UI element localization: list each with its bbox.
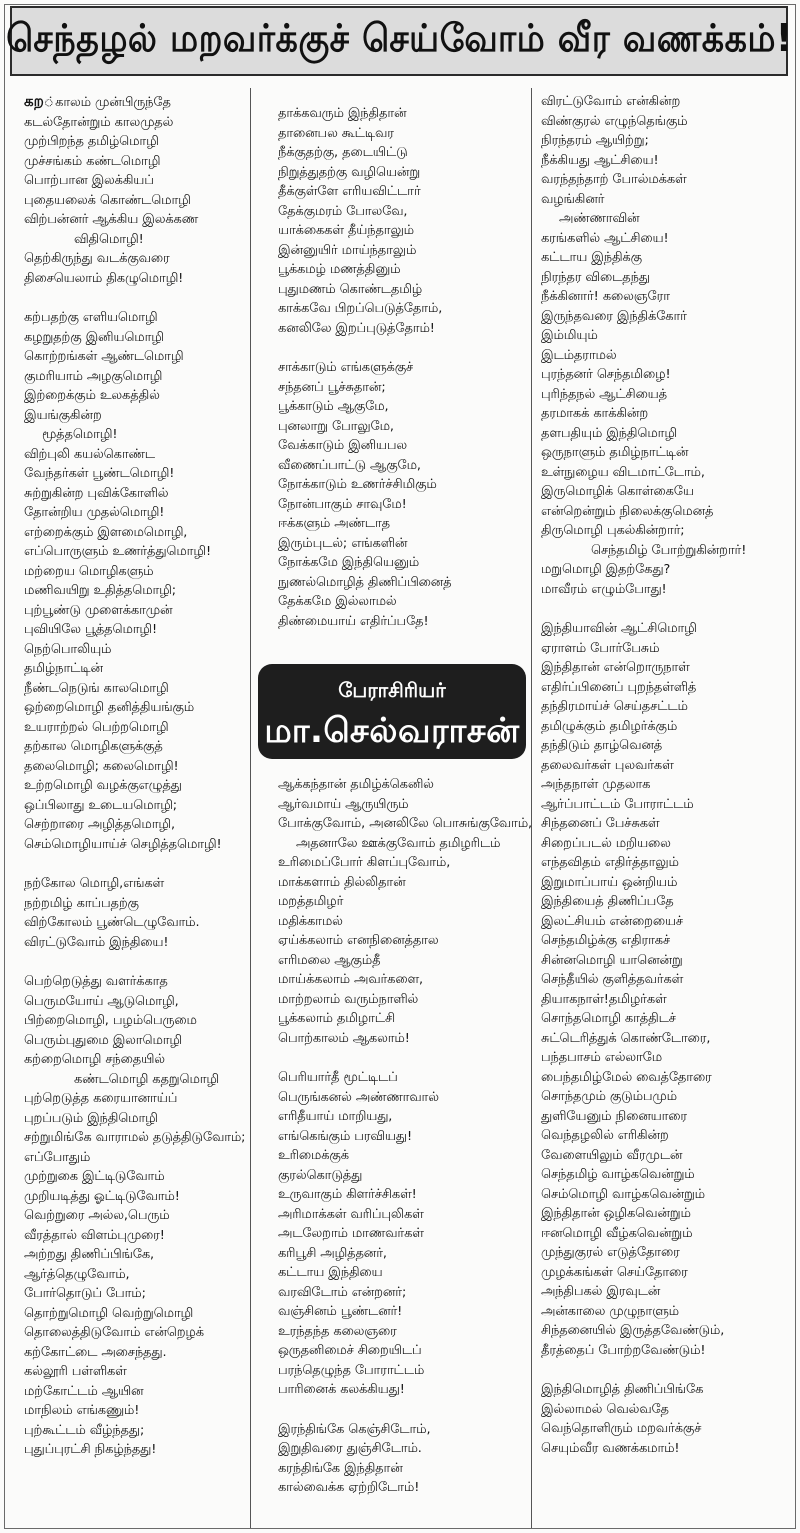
poem-line: செம்மொழியாய்ச் செழித்தமொழி!	[24, 836, 222, 852]
poem-line: வழங்கினர்	[541, 191, 605, 207]
poem-line: வேளையிலும் வீரமுடன்	[541, 1147, 683, 1163]
poem-line: பந்தபாசம் எல்லாமே	[541, 1050, 663, 1065]
poem-line: எதிர்ப்பினைப் புறந்தள்ளித்	[541, 679, 697, 695]
poem-line: மாவீரம் எழும்போது!	[541, 581, 667, 597]
poem-line: மதிக்காமல்	[278, 913, 343, 929]
poem-line: தந்திடும் தாழ்வெனத்	[541, 738, 663, 753]
poem-line: பெரியார்தீ மூட்டிடப்	[278, 1070, 398, 1085]
poem-line: ஈக்களும் அண்டாத	[278, 516, 390, 531]
poem-line: நீக்கினார்! கலைஞரோ	[541, 289, 670, 304]
drop-cap: கற	[24, 92, 44, 110]
poem-line: இறுதிவரை துஞ்சிடோம்.	[278, 1441, 422, 1456]
poem-line: தேக்கமே இல்லாமல்	[278, 594, 397, 609]
poem-line: கரந்திங்கே இந்திதான்	[278, 1460, 403, 1476]
poem-line: செந்தமிழ் போற்றுகின்றார்!	[591, 542, 747, 558]
poem-line: திண்மையாய் எதிர்ப்பதே!	[278, 613, 429, 629]
poem-line: மூத்தமொழி!	[42, 427, 118, 442]
poem-line: உயராற்றல் பெற்றமொழி	[24, 719, 169, 735]
poem-line: ஒருதனிமைச் சிறையிடப்	[278, 1343, 422, 1358]
poem-line: பைந்தமிழ்மேல் வைத்தோரை	[541, 1069, 712, 1085]
poem-line: தமிழுக்கும் தமிழர்க்கும்	[541, 718, 678, 734]
poem-line: விரட்டுவோம் என்கின்ற	[541, 94, 681, 109]
poem-line: அந்திபகல் இரவுடன்	[541, 1284, 661, 1299]
poem-line: புரந்தனர் செந்தமிழை!	[541, 367, 671, 382]
poem-line: எற்றைக்கும் இளமைமொழி,	[24, 524, 188, 540]
poem-line: பாரினைக் கலக்கியது!	[278, 1382, 405, 1397]
poem-line: இந்திதான் என்றொருநாள்	[541, 660, 690, 675]
poem-line: பூக்கலாம் தமிழாட்சி	[278, 1011, 395, 1026]
poem-line: கழறுதற்கு இனியமொழி	[24, 329, 164, 345]
poem-line: முழக்கங்கள் செய்தோரை	[541, 1264, 688, 1280]
poem-line: திசையெலாம் திகழுமொழி!	[24, 270, 184, 286]
poem-line: கால்வைக்க ஏற்றிடோம்!	[278, 1480, 420, 1495]
poem-line: மாற்றலாம் வரும்நாளில்	[278, 991, 419, 1007]
poem-line: திருமொழி புகல்கின்றார்;	[541, 523, 685, 538]
poem-line: இந்திமொழித் திணிப்பிங்கே	[541, 1382, 704, 1397]
poem-line: இம்மியும்	[541, 328, 598, 343]
poem-line: கற்பதற்கு எளியமொழி	[24, 310, 158, 325]
poem-line: இலட்சியம் என்றையைச்	[541, 913, 683, 929]
stanza	[24, 874, 242, 952]
poem-line: இரும்புடல்; எங்களின்	[278, 535, 408, 551]
poem-line: புவியிலே பூத்தமொழி!	[24, 622, 158, 637]
poem-line: என்றென்றும் நிலைக்குமெனத்	[541, 503, 714, 519]
poem-line: தற்கால மொழிகளுக்குத்	[24, 739, 163, 754]
poem-line: ஒருநாளும் தமிழ்நாட்டின்	[541, 445, 689, 460]
poem-line: நிரந்தர விடைதந்து	[541, 269, 650, 285]
stanza	[24, 308, 242, 854]
poem-line: முறியடித்து ஓட்டிடுவோம்!	[24, 1188, 180, 1204]
poem-line: கட்டாய இந்திக்கு	[541, 250, 642, 265]
poem-line: வெந்தழலில் எரிகின்ற	[541, 1128, 669, 1143]
poem-line: கனலிலே இறப்புடுத்தோம்!	[278, 320, 435, 336]
poem-line: கற்கோட்டை அசைந்தது.	[24, 1344, 167, 1360]
poem-line: தந்திரமாய்ச் செய்தசட்டம்	[541, 699, 688, 714]
stanza	[24, 92, 242, 288]
poem-line: நிறுத்துதற்கு வழியென்று	[278, 164, 421, 180]
poem-line: தொற்றுமொழி வெற்றுமொழி	[24, 1305, 194, 1321]
poem-line: புறப்படும் இந்திமொழி	[24, 1110, 158, 1126]
poem-line: மாநிலம் எங்கணும்!	[24, 1403, 140, 1418]
poem-line: செந்தீயில் குளித்தவர்கள்	[541, 972, 684, 987]
poem-line: நோன்பாகும் சாவுமே!	[278, 496, 407, 512]
poem-line: வெற்றுரை அல்ல,பெரும்	[24, 1208, 170, 1223]
poem-line: பொற்பான இலக்கியப்	[24, 173, 154, 188]
poem-line: புனலாறு போலுமே,	[278, 418, 394, 434]
poem-line: இறுமாப்பாய் ஒன்றியம்	[541, 874, 678, 890]
poem-line: பெருமயோய் ஆடுமொழி,	[24, 993, 179, 1009]
poem-line: செயும்வீர வணக்கமாம்!	[541, 1440, 680, 1456]
stanza	[541, 619, 791, 1360]
poem-line: செந்தமிழ் வாழ்கவென்றும்	[541, 1167, 695, 1182]
poem-line: இயங்குகின்ற	[24, 407, 102, 423]
poem-line: கரங்களில் ஆட்சியை!	[541, 230, 669, 246]
poem-line: தளபதியும் இந்திமொழி	[541, 425, 677, 441]
poem-line: செந்தமிழ்க்கு எதிராகச்	[541, 933, 671, 948]
poem-line: தானைபல கூட்டிவர	[278, 125, 394, 141]
poem-line: விண்குரல் எழுந்தெங்கும்	[541, 113, 688, 129]
poem-line: பெருங்கனல் அண்ணாவால்	[278, 1089, 439, 1105]
poem-line: வேக்காடும் இனியபல	[278, 438, 408, 453]
poem-line: மற்கோட்டம் ஆயின	[24, 1383, 144, 1399]
poem-line: உரிமைப்போர் கிளப்புவோம்,	[278, 855, 451, 870]
poem-line: சுட்டெரித்துக் கொண்டோரை,	[541, 1030, 711, 1046]
poem-line: உரந்தந்த கலைஞரை	[278, 1323, 397, 1339]
poem-line: நீக்கியது ஆட்சியை!	[541, 152, 659, 168]
poem-line: ஆர்வமாய் ஆருயிரும்	[278, 796, 409, 812]
poem-line: சிந்தனைப் பேச்சுகள்	[541, 816, 660, 831]
poem-line: சந்தனப் பூச்சுதான்;	[278, 379, 386, 395]
poem-line: பூக்கமழ் மணத்தினும்	[278, 262, 401, 277]
poem-line: போர்தொடுப் போம்;	[24, 1286, 146, 1301]
poem-line: விரட்டுவோம் இந்தியை!	[24, 934, 169, 950]
poem-line: மாய்க்கலாம் அவர்களை,	[278, 972, 424, 987]
stanza	[278, 1420, 540, 1498]
poem-line: சாக்காடும் எங்களுக்குச்	[278, 360, 414, 375]
poem-line: கல்லூரி பள்ளிகள்	[24, 1364, 127, 1379]
poem-line: அதனாலே ஊக்குவோம் தமிழரிடம்	[296, 835, 501, 851]
poem-line: வஞ்சினம் பூண்டனர்!	[278, 1304, 403, 1319]
poem-line: இல்லாமல் வெல்வதே	[541, 1401, 669, 1417]
poem-line: விற்புலி கயல்கொண்ட	[24, 446, 155, 462]
poem-line: நுணல்மொழித் திணிப்பினைத்	[278, 574, 452, 590]
poem-line: வரந்தந்தாற் போல்மக்கள்	[541, 172, 687, 187]
headline: செந்தழல் மறவர்க்குச் செய்வோம் வீர வணக்கம்!	[5, 16, 793, 60]
poem-line: தலைவர்கள் புலவர்கள்	[541, 757, 674, 773]
stanza	[278, 104, 528, 338]
poem-column-2-top	[278, 104, 528, 651]
poem-line: முற்பிறந்த தமிழ்மொழி	[24, 134, 159, 149]
poem-line: உற்றமொழி வழக்குஎழுத்து	[24, 778, 182, 793]
stanza	[278, 775, 540, 1048]
poem-line: தொலைத்திடுவோம் என்றெழக்	[24, 1325, 204, 1340]
poem-line: முற்றுகை இட்டிடுவோம்	[24, 1169, 165, 1184]
poem-line: கரிபூசி அழித்தனர்,	[278, 1245, 387, 1261]
poem-line: சற்றுமிங்கே வாராமல் தடுத்திடுவோம்;	[24, 1130, 246, 1145]
column-rule-left	[250, 88, 251, 1528]
poem-line: சின்னமொழி யானென்று	[541, 952, 683, 968]
poem-line: தியாகநாள்!தமிழர்கள்	[541, 991, 667, 1007]
poem-line: ஒற்றைமொழி தனித்தியங்கும்	[24, 700, 195, 715]
poem-line: தெற்கிருந்து வடக்குவரை	[24, 251, 170, 266]
poem-column-1	[24, 92, 246, 1480]
poem-line: விற்கோலம் பூண்டெழுவோம்.	[24, 915, 200, 930]
poem-line: நற்கோல மொழி,எங்கள்	[24, 876, 165, 891]
poem-line: ஏராளம் போர்பேசும்	[541, 640, 660, 656]
poem-line: சுற்றுகின்ற புவிக்கோளில்	[24, 485, 169, 501]
poem-line: நோக்காடும் உணர்ச்சிமிகும்	[278, 477, 437, 492]
poem-line: துளியேனும் நினையாரை	[541, 1108, 688, 1124]
stanza	[24, 972, 246, 1460]
poem-line: எப்பொருளும் உணர்த்துமொழி!	[24, 544, 212, 559]
poem-line: விற்பன்னர் ஆக்கிய இலக்கண	[24, 212, 198, 227]
poem-line: மறுமொழி இதற்கேது?	[541, 562, 671, 577]
poem-line: இந்திதான் ஒழிகவென்றும்	[541, 1206, 691, 1221]
poem-line: இரந்திங்கே கெஞ்சிடோம்,	[278, 1421, 431, 1437]
poem-line: எப்போதும்	[24, 1149, 91, 1165]
poem-line: உரிமைக்குக்	[278, 1148, 349, 1163]
author-title: பேராசிரியர்	[338, 678, 446, 702]
poem-line: தீரத்தைப் போற்றவேண்டும்!	[541, 1342, 706, 1358]
poem-line: தேக்குமரம் போலவே,	[278, 203, 408, 219]
poem-line: உருவாகும் கிளர்ச்சிகள்!	[278, 1187, 417, 1202]
poem-line: பிற்றைமொழி, பழம்பெருமை	[24, 1013, 197, 1028]
poem-line: பெரும்புதுமை இலாமொழி	[24, 1032, 183, 1048]
poem-line: வெந்தொளிரும் மறவர்க்குச்	[541, 1421, 702, 1436]
poem-line: தலைமொழி; கலைமொழி!	[24, 758, 179, 774]
poem-line: புதுப்புரட்சி நிகழ்ந்தது!	[24, 1442, 157, 1457]
poem-line: ஈனமொழி வீழ்கவென்றும்	[541, 1225, 693, 1241]
stanza	[278, 358, 528, 631]
poem-line: தோன்றிய முதல்மொழி!	[24, 505, 165, 520]
poem-line: நீக்குதற்கு, தடையிட்டு	[278, 145, 408, 160]
poem-line: இந்தியாவின் ஆட்சிமொழி	[541, 621, 697, 636]
poem-line: நீண்டநெடுங் காலமொழி	[24, 680, 169, 696]
poem-line: நோக்கமே இந்தியெனும்	[278, 555, 420, 570]
stanza	[541, 1380, 791, 1458]
poem-line: மாக்களாம் தில்லிதான்	[278, 874, 406, 890]
poem-line: கட்டாய இந்தியை	[278, 1265, 383, 1280]
poem-line: பரந்தெழுந்த போராட்டம்	[278, 1362, 425, 1378]
poem-line: இந்தியைத் திணிப்பதே	[541, 894, 674, 909]
poem-line: கற்றைமொழி சந்தையில்	[24, 1052, 165, 1067]
poem-line: புற்கூட்டம் வீழ்ந்தது;	[24, 1422, 145, 1438]
poem-line: இருமொழிக் கொள்கையே	[541, 484, 694, 499]
poem-line: எரிதீயாய் மாறியது,	[278, 1109, 393, 1124]
poem-line: புற்பூண்டு முளைக்காமுன்	[24, 602, 173, 618]
poem-line: கற்காலம் முன்பிருந்தே	[24, 92, 171, 110]
author-name: மா.செல்வராசன்	[264, 711, 520, 751]
poem-line: புதையலைக் கொண்டமொழி	[24, 192, 191, 208]
poem-line: இற்றைக்கும் உலகத்தில்	[24, 388, 160, 403]
poem-line: நெற்பொலியும்	[24, 641, 112, 657]
poem-line: இன்னுயிர் மாய்ந்தாலும்	[278, 242, 417, 258]
poem-line: தீக்குள்ளே எரியவிட்டார்	[278, 184, 421, 199]
poem-line: மணிவயிறு உதித்தமொழி;	[24, 583, 177, 598]
poem-line: குரல்கொடுத்து	[278, 1167, 363, 1183]
poem-line: காக்கவே பிறப்பெடுத்தோம்,	[278, 301, 443, 316]
poem-line: புற்றெடுத்த கரையானாய்ப்	[24, 1091, 178, 1106]
poem-line: நிரந்தரம் ஆயிற்று;	[541, 133, 649, 148]
poem-line: ஏய்க்கலாம் எனநினைத்தால	[278, 933, 439, 948]
author-box	[258, 664, 526, 759]
poem-line: முந்துகுரல் எடுத்தோரை	[541, 1245, 680, 1260]
poem-line: உள்நுழைய விடமாட்டோம்,	[541, 464, 705, 480]
poem-line: பொற்காலம் ஆகலாம்!	[278, 1030, 410, 1046]
headline-banner	[5, 6, 793, 76]
poem-line: தமிழ்நாட்டின்	[24, 661, 103, 676]
poem-line: வரவிடோம் என்றனர்;	[278, 1284, 407, 1300]
poem-line: ஆக்கந்தான் தமிழ்க்கெனில்	[278, 777, 434, 792]
poem-line: விதிமொழி!	[74, 231, 144, 247]
poem-line: மறத்தமிழர்	[278, 894, 344, 909]
poem-line: கொற்றங்கள் ஆண்டமொழி	[24, 349, 184, 364]
poem-line: சொந்தமும் குடும்பமும்	[541, 1089, 677, 1104]
poem-line: ஆர்ப்பாட்டம் போராட்டம்	[541, 796, 694, 812]
poem-line: போக்குவோம், அனலிலே பொசுங்குவோம்,	[278, 816, 533, 831]
poem-line: செற்றாரை அழித்தமொழி,	[24, 817, 176, 832]
poem-line: சிறைப்படல் மறியலை	[541, 835, 671, 851]
poem-line: ஒப்பிலாது உடையமொழி;	[24, 797, 178, 813]
poem-line: நற்றமிழ் காப்பதற்கு	[24, 895, 139, 911]
poem-line: வீரத்தால் விளம்புமுரை!	[24, 1227, 165, 1243]
stanza	[541, 92, 791, 599]
poem-line: முச்சங்கம் கண்டமொழி	[24, 153, 161, 169]
stanza	[278, 1068, 540, 1400]
poem-line: இருந்தவரை இந்திக்கோர்	[541, 308, 687, 324]
poem-line: அற்றது திணிப்பிங்கே,	[24, 1247, 155, 1262]
poem-line: அந்தநாள் முதலாக	[541, 777, 651, 792]
poem-line: பூக்காடும் ஆகுமே,	[278, 399, 389, 414]
poem-line: மற்றைய மொழிகளும்	[24, 563, 154, 579]
poem-line: அன்காலை முழுநாளும்	[541, 1303, 679, 1319]
poem-line: அடலேறாம் மாணவர்கள்	[278, 1226, 424, 1241]
poem-line: புரிந்தநல் ஆட்சியைத்	[541, 386, 667, 402]
poem-line: எரிமலை ஆகும்தீ	[278, 952, 381, 968]
poem-line: அண்ணாவின்	[559, 211, 640, 226]
poem-line: சொந்தமொழி காத்திடச்	[541, 1011, 676, 1026]
poem-line: கடல்தோன்றும் காலமுதல்	[24, 114, 174, 130]
poem-line: புதுமணம் கொண்டதமிழ்	[278, 281, 423, 297]
poem-line: யாக்கைகள் தீய்ந்தாலும்	[278, 223, 414, 238]
poem-line: இடம்தராமல்	[541, 347, 617, 363]
poem-column-3	[541, 92, 791, 1478]
poem-line: வீணைப்பாட்டு ஆகுமே,	[278, 457, 421, 473]
poem-line: சிந்தனையில் இருத்தவேண்டும்,	[541, 1323, 725, 1338]
poem-line: தாக்கவரும் இந்திதான்	[278, 106, 407, 121]
poem-line: கண்டமொழி கதறுமொழி	[74, 1071, 220, 1087]
poem-line: பெற்றெடுத்து வளர்க்காத	[24, 974, 168, 989]
poem-line: தரமாகக் காக்கின்ற	[541, 406, 649, 421]
poem-column-2-bottom	[278, 775, 540, 1518]
poem-line: வேந்தர்கள் பூண்டமொழி!	[24, 466, 175, 481]
poem-line: எந்தவிதம் எதிர்த்தாலும்	[541, 855, 679, 870]
poem-line: எங்கெங்கும் பரவியது!	[278, 1128, 413, 1144]
poem-line: அரிமாக்கள் வரிப்புலிகள்	[278, 1206, 424, 1222]
poem-line: செம்மொழி வாழ்கவென்றும்	[541, 1186, 705, 1202]
poem-line: குமரியாம் அழகுமொழி	[24, 368, 163, 384]
poem-line: ஆர்த்தெழுவோம்,	[24, 1266, 130, 1282]
